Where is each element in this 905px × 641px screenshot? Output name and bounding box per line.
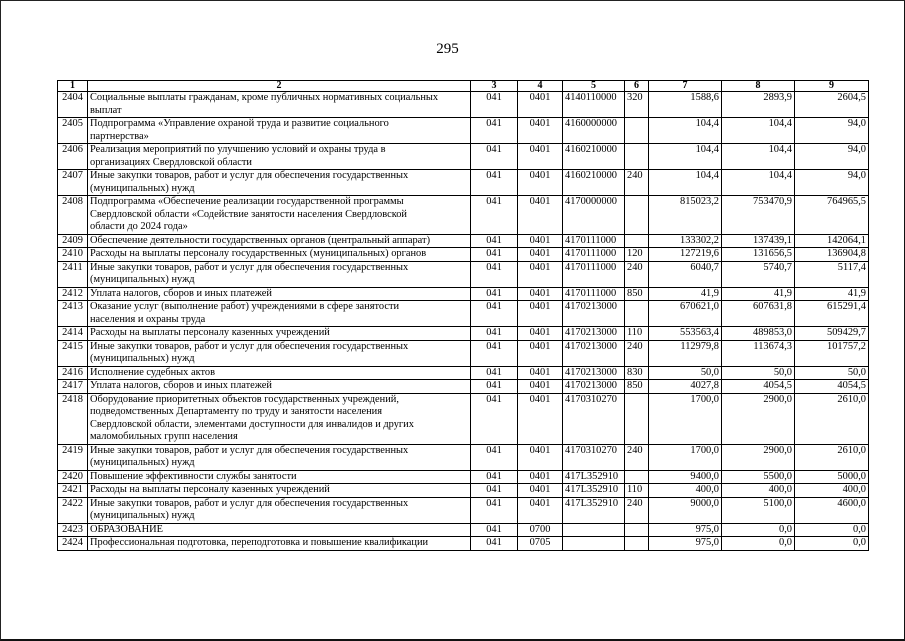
row-number: 2407 [58, 170, 88, 196]
amount-col-9: 615291,4 [795, 301, 869, 327]
expense-type-code [625, 118, 649, 144]
ministry-code: 041 [471, 248, 518, 262]
row-description [88, 327, 471, 341]
ministry-code: 041 [471, 444, 518, 470]
amount-col-9: 94,0 [795, 144, 869, 170]
ministry-code: 041 [471, 118, 518, 144]
ministry-code: 041 [471, 261, 518, 287]
expense-type-code [625, 393, 649, 444]
row-number: 2410 [58, 248, 88, 262]
table-row [58, 301, 869, 327]
amount-col-9: 136904,8 [795, 248, 869, 262]
amount-col-9: 0,0 [795, 523, 869, 537]
table-row [58, 144, 869, 170]
amount-col-9: 142064,1 [795, 234, 869, 248]
amount-col-7: 104,4 [649, 118, 722, 144]
description-line: партнерства» [90, 130, 149, 142]
amount-col-9: 0,0 [795, 537, 869, 551]
amount-col-8: 489853,0 [722, 327, 795, 341]
ministry-code: 041 [471, 393, 518, 444]
amount-col-8: 50,0 [722, 366, 795, 380]
expense-type-code [625, 523, 649, 537]
target-article-code: 4170000000 [563, 196, 625, 235]
target-article-code: 417L352910 [563, 497, 625, 523]
expense-type-code [625, 301, 649, 327]
amount-col-7: 975,0 [649, 537, 722, 551]
col-header-4: 4 [518, 81, 563, 92]
row-description [88, 170, 471, 196]
amount-col-7: 1588,6 [649, 92, 722, 118]
amount-col-7: 1700,0 [649, 393, 722, 444]
expense-type-code: 240 [625, 497, 649, 523]
table-row [58, 327, 869, 341]
amount-col-7: 112979,8 [649, 340, 722, 366]
description-line: Исполнение судебных актов [90, 366, 215, 378]
description-line: подведомственных Департаменту по труду и занятости населения [90, 406, 383, 417]
amount-col-8: 137439,1 [722, 234, 795, 248]
expense-type-code: 120 [625, 248, 649, 262]
description-line: (муниципальных) нужд [90, 274, 195, 285]
amount-col-8: 2900,0 [722, 444, 795, 470]
amount-col-8: 753470,9 [722, 196, 795, 235]
section-code: 0401 [518, 261, 563, 287]
description-line: (муниципальных) нужд [90, 457, 195, 468]
target-article-code: 4170111000 [563, 287, 625, 301]
amount-col-9: 41,9 [795, 287, 869, 301]
amount-col-8: 0,0 [722, 523, 795, 537]
amount-col-8: 104,4 [722, 144, 795, 170]
ministry-code: 041 [471, 366, 518, 380]
description-line: Профессиональная подготовка, переподготовка и повышение квалификации [90, 537, 429, 548]
col-header-8: 8 [722, 81, 795, 92]
description-line: Уплата налогов, сборов и иных платежей [90, 287, 272, 299]
section-code: 0401 [518, 118, 563, 144]
amount-col-9: 400,0 [795, 484, 869, 498]
row-number: 2415 [58, 340, 88, 366]
row-description [88, 261, 471, 287]
amount-col-7: 133302,2 [649, 234, 722, 248]
description-line: (муниципальных) нужд [90, 510, 195, 521]
description-line: Подпрограмма «Управление охраной труда и развитие социального [90, 118, 389, 129]
row-description [88, 196, 471, 235]
row-description [88, 248, 471, 262]
amount-col-7: 9400,0 [649, 470, 722, 484]
row-description [88, 287, 471, 301]
expense-type-code: 110 [625, 484, 649, 498]
row-description [88, 340, 471, 366]
target-article-code: 4140110000 [563, 92, 625, 118]
amount-col-8: 5100,0 [722, 497, 795, 523]
description-line: Обеспечение деятельности государственных органов (центральный аппарат) [90, 234, 431, 246]
row-description [88, 144, 471, 170]
target-article-code: 4170310270 [563, 393, 625, 444]
section-code: 0401 [518, 170, 563, 196]
amount-col-9: 5117,4 [795, 261, 869, 287]
amount-col-9: 4600,0 [795, 497, 869, 523]
row-number: 2414 [58, 327, 88, 341]
row-description [88, 523, 471, 537]
header-row [58, 81, 869, 92]
amount-col-8: 104,4 [722, 170, 795, 196]
description-line: Повышение эффективности службы занятости [90, 470, 297, 482]
table-row [58, 393, 869, 444]
row-description [88, 393, 471, 444]
description-line: (муниципальных) нужд [90, 353, 195, 364]
amount-col-9: 94,0 [795, 170, 869, 196]
table-row [58, 380, 869, 394]
amount-col-8: 104,4 [722, 118, 795, 144]
description-line: Иные закупки товаров, работ и услуг для обеспечения государственных [90, 497, 409, 509]
description-line: Расходы на выплаты персоналу казенных учреждений [90, 484, 330, 495]
col-header-2: 2 [88, 81, 471, 92]
amount-col-8: 607631,8 [722, 301, 795, 327]
expense-type-code: 830 [625, 366, 649, 380]
amount-col-9: 764965,5 [795, 196, 869, 235]
row-number: 2424 [58, 537, 88, 551]
description-line: населения и охраны труда [90, 313, 206, 325]
row-description [88, 380, 471, 394]
row-number: 2413 [58, 301, 88, 327]
amount-col-7: 127219,6 [649, 248, 722, 262]
ministry-code: 041 [471, 144, 518, 170]
amount-col-9: 94,0 [795, 118, 869, 144]
section-code: 0705 [518, 537, 563, 551]
row-number: 2408 [58, 196, 88, 235]
table-row [58, 444, 869, 470]
amount-col-9: 509429,7 [795, 327, 869, 341]
target-article-code [563, 537, 625, 551]
row-number: 2418 [58, 393, 88, 444]
description-line: Расходы на выплаты персоналу государственных (муниципальных) органов [90, 248, 427, 259]
section-code: 0401 [518, 444, 563, 470]
ministry-code: 041 [471, 92, 518, 118]
table-row [58, 234, 869, 248]
row-number: 2419 [58, 444, 88, 470]
col-header-9: 9 [795, 81, 869, 92]
amount-col-7: 975,0 [649, 523, 722, 537]
row-number: 2406 [58, 144, 88, 170]
section-code: 0401 [518, 287, 563, 301]
table-row [58, 248, 869, 262]
ministry-code: 041 [471, 497, 518, 523]
target-article-code: 4160210000 [563, 170, 625, 196]
section-code: 0401 [518, 327, 563, 341]
col-header-7: 7 [649, 81, 722, 92]
row-description [88, 366, 471, 380]
section-code: 0401 [518, 380, 563, 394]
amount-col-8: 5500,0 [722, 470, 795, 484]
amount-col-7: 9000,0 [649, 497, 722, 523]
budget-table [57, 80, 869, 551]
table-row [58, 118, 869, 144]
amount-col-7: 6040,7 [649, 261, 722, 287]
description-line: Уплата налогов, сборов и иных платежей [90, 380, 272, 391]
amount-col-9: 5000,0 [795, 470, 869, 484]
row-number: 2411 [58, 261, 88, 287]
table-row [58, 287, 869, 301]
table-row [58, 523, 869, 537]
expense-type-code: 240 [625, 170, 649, 196]
amount-col-9: 101757,2 [795, 340, 869, 366]
amount-col-9: 50,0 [795, 366, 869, 380]
ministry-code: 041 [471, 484, 518, 498]
amount-col-8: 400,0 [722, 484, 795, 498]
ministry-code: 041 [471, 170, 518, 196]
target-article-code: 417L352910 [563, 484, 625, 498]
row-number: 2423 [58, 523, 88, 537]
description-line: области до 2024 года» [90, 221, 188, 232]
description-line: Свердловской области «Содействие занятости населения Свердловской [90, 208, 407, 220]
amount-col-9: 2610,0 [795, 393, 869, 444]
amount-col-8: 0,0 [722, 537, 795, 551]
expense-type-code: 850 [625, 287, 649, 301]
expense-type-code [625, 470, 649, 484]
target-article-code: 4170213000 [563, 301, 625, 327]
section-code: 0401 [518, 366, 563, 380]
ministry-code: 041 [471, 327, 518, 341]
row-description [88, 234, 471, 248]
row-number: 2404 [58, 92, 88, 118]
amount-col-7: 815023,2 [649, 196, 722, 235]
amount-col-7: 104,4 [649, 170, 722, 196]
col-header-1: 1 [58, 81, 88, 92]
expense-type-code [625, 234, 649, 248]
target-article-code [563, 523, 625, 537]
amount-col-7: 670621,0 [649, 301, 722, 327]
ministry-code: 041 [471, 301, 518, 327]
target-article-code: 4160000000 [563, 118, 625, 144]
description-line: Иные закупки товаров, работ и услуг для обеспечения государственных [90, 170, 409, 181]
amount-col-7: 4027,8 [649, 380, 722, 394]
expense-type-code [625, 196, 649, 235]
ministry-code: 041 [471, 380, 518, 394]
row-number: 2409 [58, 234, 88, 248]
section-code: 0401 [518, 393, 563, 444]
row-number: 2405 [58, 118, 88, 144]
description-line: Иные закупки товаров, работ и услуг для обеспечения государственных [90, 261, 409, 273]
table-row [58, 470, 869, 484]
description-line: Расходы на выплаты персоналу казенных учреждений [90, 327, 330, 338]
description-line: Оборудование приоритетных объектов государственных учреждений, [90, 393, 399, 405]
amount-col-7: 400,0 [649, 484, 722, 498]
amount-col-9: 2610,0 [795, 444, 869, 470]
table-row [58, 484, 869, 498]
section-code: 0401 [518, 196, 563, 235]
amount-col-8: 41,9 [722, 287, 795, 301]
ministry-code: 041 [471, 340, 518, 366]
section-code: 0401 [518, 497, 563, 523]
expense-type-code [625, 537, 649, 551]
target-article-code: 417L352910 [563, 470, 625, 484]
table-row [58, 537, 869, 551]
section-code: 0401 [518, 340, 563, 366]
table-row [58, 196, 869, 235]
target-article-code: 4170111000 [563, 248, 625, 262]
expense-type-code: 320 [625, 92, 649, 118]
row-number: 2416 [58, 366, 88, 380]
amount-col-7: 553563,4 [649, 327, 722, 341]
row-number: 2420 [58, 470, 88, 484]
row-description [88, 301, 471, 327]
row-number: 2421 [58, 484, 88, 498]
description-line: Реализация мероприятий по улучшению условий и охраны труда в [90, 144, 386, 155]
section-code: 0401 [518, 92, 563, 118]
expense-type-code: 110 [625, 327, 649, 341]
row-number: 2422 [58, 497, 88, 523]
description-line: Социальные выплаты гражданам, кроме публичных нормативных социальных [90, 92, 439, 103]
table-row [58, 366, 869, 380]
row-description [88, 470, 471, 484]
ministry-code: 041 [471, 537, 518, 551]
table-row [58, 497, 869, 523]
amount-col-7: 50,0 [649, 366, 722, 380]
ministry-code: 041 [471, 196, 518, 235]
description-line: ОБРАЗОВАНИЕ [90, 523, 164, 535]
section-code: 0401 [518, 234, 563, 248]
target-article-code: 4160210000 [563, 144, 625, 170]
col-header-6: 6 [625, 81, 649, 92]
ministry-code: 041 [471, 287, 518, 301]
amount-col-8: 2893,9 [722, 92, 795, 118]
row-number: 2417 [58, 380, 88, 394]
target-article-code: 4170310270 [563, 444, 625, 470]
description-line: Свердловской области, элементами доступности для инвалидов и других [90, 418, 414, 430]
amount-col-7: 41,9 [649, 287, 722, 301]
section-code: 0700 [518, 523, 563, 537]
ministry-code: 041 [471, 234, 518, 248]
target-article-code: 4170213000 [563, 366, 625, 380]
section-code: 0401 [518, 301, 563, 327]
amount-col-9: 2604,5 [795, 92, 869, 118]
expense-type-code: 850 [625, 380, 649, 394]
section-code: 0401 [518, 248, 563, 262]
ministry-code: 041 [471, 523, 518, 537]
expense-type-code [625, 144, 649, 170]
amount-col-8: 131656,5 [722, 248, 795, 262]
description-line: (муниципальных) нужд [90, 182, 195, 194]
amount-col-8: 5740,7 [722, 261, 795, 287]
description-line: выплат [90, 104, 122, 116]
expense-type-code: 240 [625, 261, 649, 287]
amount-col-8: 4054,5 [722, 380, 795, 394]
ministry-code: 041 [471, 470, 518, 484]
target-article-code: 4170213000 [563, 380, 625, 394]
row-description [88, 92, 471, 118]
description-line: организациях Свердловской области [90, 156, 252, 168]
row-description [88, 444, 471, 470]
row-description [88, 118, 471, 144]
target-article-code: 4170111000 [563, 234, 625, 248]
row-number: 2412 [58, 287, 88, 301]
section-code: 0401 [518, 484, 563, 498]
expense-type-code: 240 [625, 340, 649, 366]
table-row [58, 340, 869, 366]
amount-col-9: 4054,5 [795, 380, 869, 394]
amount-col-8: 2900,0 [722, 393, 795, 444]
row-description [88, 484, 471, 498]
description-line: Иные закупки товаров, работ и услуг для обеспечения государственных [90, 340, 409, 352]
description-line: маломобильных групп населения [90, 431, 238, 442]
section-code: 0401 [518, 144, 563, 170]
table-row [58, 92, 869, 118]
description-line: Иные закупки товаров, работ и услуг для обеспечения государственных [90, 444, 409, 456]
table-row [58, 170, 869, 196]
description-line: Оказание услуг (выполнение работ) учреждениями в сфере занятости [90, 301, 400, 312]
expense-type-code: 240 [625, 444, 649, 470]
amount-col-7: 104,4 [649, 144, 722, 170]
amount-col-8: 113674,3 [722, 340, 795, 366]
description-line: Подпрограмма «Обеспечение реализации государственной программы [90, 196, 404, 207]
col-header-3: 3 [471, 81, 518, 92]
page-number: 295 [436, 41, 459, 57]
target-article-code: 4170111000 [563, 261, 625, 287]
table-row [58, 261, 869, 287]
amount-col-7: 1700,0 [649, 444, 722, 470]
row-description [88, 497, 471, 523]
target-article-code: 4170213000 [563, 340, 625, 366]
target-article-code: 4170213000 [563, 327, 625, 341]
section-code: 0401 [518, 470, 563, 484]
col-header-5: 5 [563, 81, 625, 92]
row-description [88, 537, 471, 551]
